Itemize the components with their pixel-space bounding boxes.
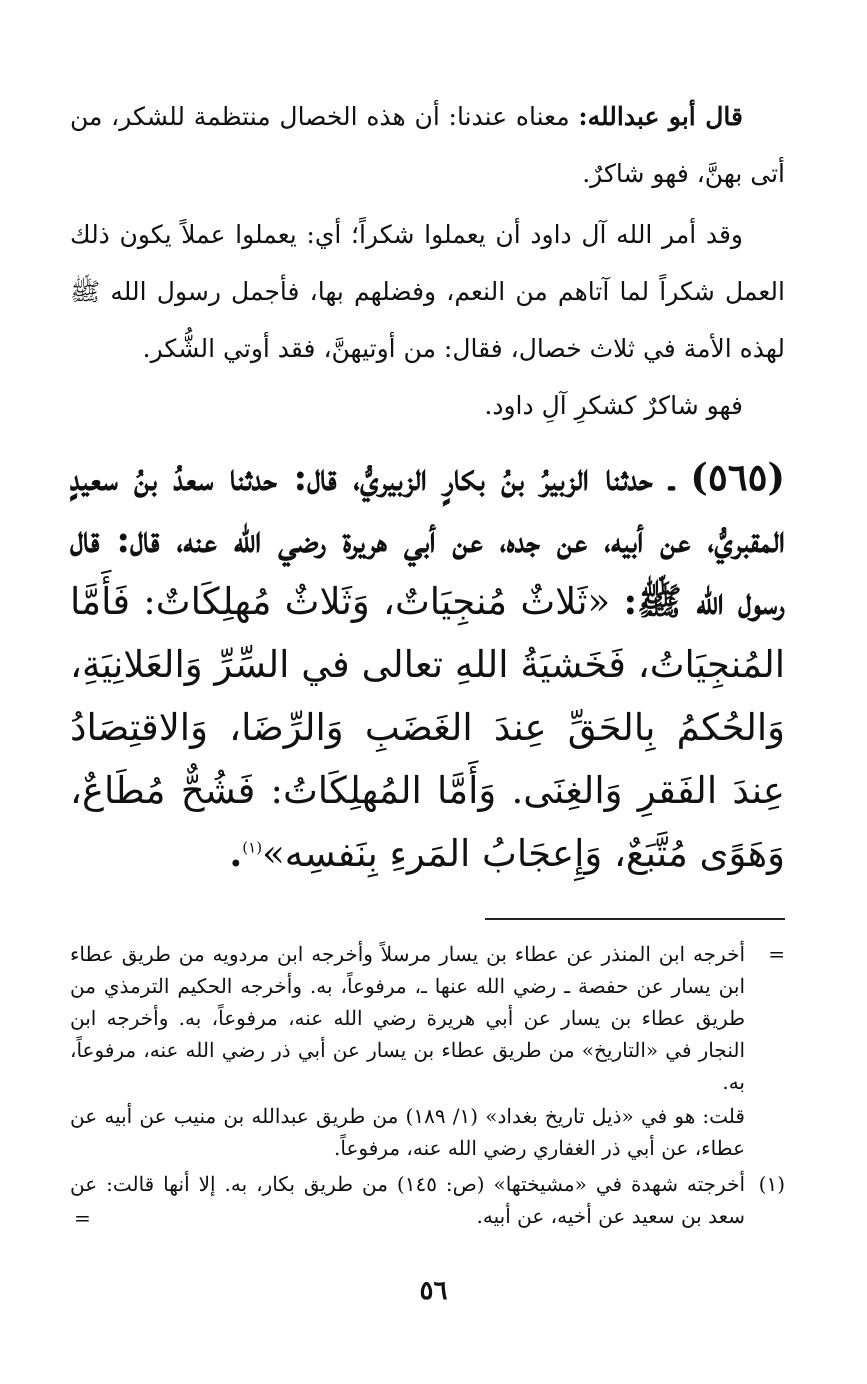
intro-commentary (70, 88, 785, 434)
footnote-number: (١) (758, 1172, 785, 1196)
footnote-divider (485, 918, 785, 920)
hadith-565 (70, 446, 785, 885)
hadith-end: . (229, 831, 243, 875)
commentary-paragraph-2: وقد أمر الله آل داود أن يعملوا شكراً؛ أي: يعملوا عملاً يكون ذلك العمل شكراً لما آتاهم من النعم، وفضلهم بها، فأجمل رسول الله ﷺ لهذه الأمة في ثلاث خصال، فقال: من أوتيهنَّ، فقد أوتي الشُّكر. (70, 220, 785, 363)
commentary-paragraph (70, 88, 785, 202)
footnote-continuation (70, 938, 785, 1164)
footnote-1-text: أخرجته شهدة في «مشيختها» (ص: ١٤٥) من طريق بكار، به. إلا أنها قالت: عن سعد بن سعيد عن أخيه، عن أبيه. (70, 1172, 745, 1228)
hadith-paragraph (70, 446, 785, 885)
commentary-paragraph-3: فهو شاكرٌ كشكرِ آلِ داود. (484, 391, 743, 420)
footnote-text: أخرجه ابن المنذر عن عطاء بن يسار مرسلاً وأخرجه ابن مردويه من طريق عطاء ابن يسار عن حفصة ـ رضي الله عنها ـ، مرفوعاً، به. وأخرجه الحكيم الترمذي من طريق عطاء بن يسار عن أبي هريرة رضي الله عنه، مرفوعاً، به. وأخرجه ابن النجار في «التاريخ» من طريق عطاء بن يسار عن أبي ذر رضي الله عنه، مرفوعاً، به. (70, 942, 745, 1094)
speaker-label: قال أبو عبدالله: (578, 102, 743, 131)
continuation-mark: = (768, 942, 785, 966)
footnote-ref[interactable]: (١) (242, 838, 263, 857)
footnotes (70, 938, 785, 1234)
hadith-matn: «ثَلاثٌ مُنجِيَاتٌ، وَثَلاثٌ مُهلِكَاتٌ: فَأَمَّا المُنجِيَاتُ، فَخَشيَةُ اللهِ تعالى في السِّرِّ وَالعَلانِيَةِ، وَالحُكمُ بِالحَقِّ عِندَ الغَضَبِ وَالرِّضَا، وَالاقتِصَادُ عِندَ الفَقرِ وَالغِنَى. وَأَمَّا المُهلِكَاتُ: فَشُحٌّ مُطَاعٌ، وَهَوًى مُتَّبَعٌ، وَإِعجَابُ المَرءِ بِنَفسِه» (70, 580, 785, 875)
hadith-isnad: (٥٦٥) ـ حدثنا الزبيرُ بنُ بكارٍ الزبيريُّ، قال: حدثنا سعدُ بنُ سعيدٍ المقبريُّ، عن أبيه، عن جده، عن أبي هريرة رضي الله عنه، قال: قال رسول الله ﷺ: (70, 455, 785, 623)
page-number: ٥٦ (419, 1276, 448, 1306)
footnote-text-2: قلت: هو في «ذيل تاريخ بغداد» (١/ ١٨٩) من طريق عبدالله بن منيب عن أبيه عن عطاء، عن أبي ذر الغفاري رضي الله عنه، مرفوعاً. (70, 1104, 745, 1160)
commentary-text: معناه عندنا: أن هذه الخصال منتظمة للشكر، من أتى بهنَّ، فهو شاكرٌ. (70, 102, 785, 188)
continues-mark: = (74, 1206, 91, 1230)
footnote-1 (70, 1168, 785, 1232)
